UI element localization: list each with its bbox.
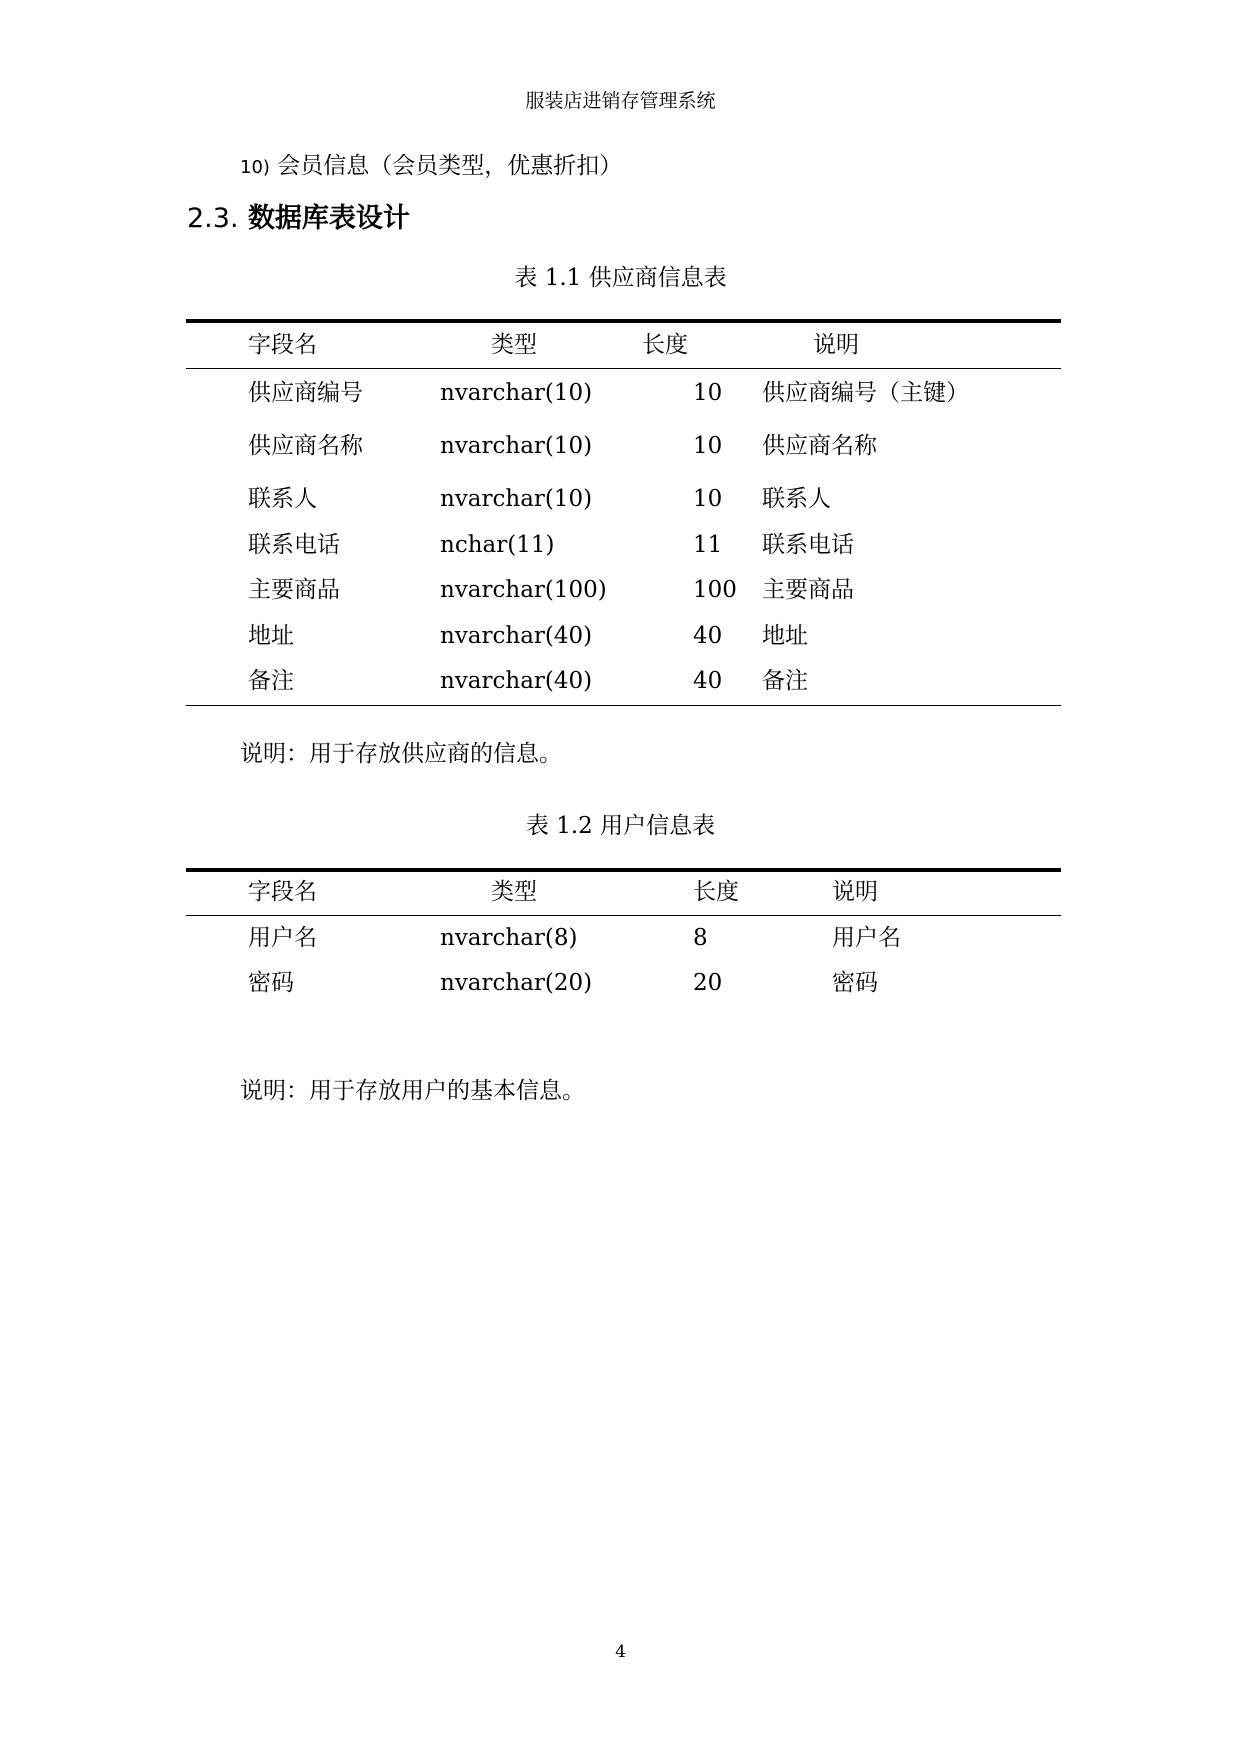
- field-desc: 密码: [832, 970, 878, 996]
- field-name: 地址: [248, 623, 294, 649]
- field-name: 联系电话: [248, 532, 340, 558]
- page-number: 4: [615, 1642, 626, 1662]
- field-type: nchar(11): [440, 532, 555, 558]
- table1-header-field: 字段名: [248, 332, 317, 358]
- list-item: [240, 151, 622, 183]
- field-name: 供应商名称: [248, 433, 363, 459]
- field-name: 备注: [248, 668, 294, 694]
- section-title: 数据库表设计: [247, 203, 410, 234]
- field-length: 20: [693, 970, 723, 996]
- list-item-text: 会员信息（会员类型，优惠折扣）: [277, 153, 623, 179]
- table2-note: 说明：用于存放用户的基本信息。: [240, 1078, 585, 1104]
- field-length: 40: [693, 668, 723, 694]
- table1-note: 说明：用于存放供应商的信息。: [240, 741, 562, 767]
- field-type: nvarchar(10): [440, 380, 593, 406]
- field-desc: 联系人: [762, 486, 831, 512]
- running-header: 服装店进销存管理系统: [525, 90, 716, 112]
- table2-header-length: 长度: [693, 879, 739, 905]
- section-number: 2.3.: [187, 203, 239, 234]
- section-heading: [187, 202, 410, 236]
- field-type: nvarchar(40): [440, 668, 593, 694]
- field-name: 密码: [248, 970, 294, 996]
- table1-header-type: 类型: [491, 332, 537, 358]
- field-name: 联系人: [248, 486, 317, 512]
- field-desc: 主要商品: [762, 577, 854, 603]
- table1-header-desc: 说明: [813, 332, 859, 358]
- table2-top-rule: [186, 868, 1061, 872]
- field-type: nvarchar(40): [440, 623, 593, 649]
- table1-top-rule: [186, 319, 1061, 323]
- field-desc: 用户名: [832, 925, 901, 951]
- field-length: 40: [693, 623, 723, 649]
- field-desc: 联系电话: [762, 532, 854, 558]
- field-length: 8: [693, 925, 708, 951]
- table2-header-desc: 说明: [832, 879, 878, 905]
- table1-header-length: 长度: [642, 332, 688, 358]
- table2-caption: 表 1.2 用户信息表: [525, 813, 716, 839]
- field-type: nvarchar(10): [440, 486, 593, 512]
- table2-header-type: 类型: [491, 879, 537, 905]
- table1-caption: 表 1.1 供应商信息表: [514, 265, 727, 291]
- field-length: 10: [693, 380, 723, 406]
- field-type: nvarchar(8): [440, 925, 578, 951]
- field-name: 用户名: [248, 925, 317, 951]
- field-length: 11: [693, 532, 723, 558]
- field-desc: 供应商编号（主键）: [762, 380, 969, 406]
- field-desc: 备注: [762, 668, 808, 694]
- field-name: 供应商编号: [248, 380, 363, 406]
- table1-bottom-rule: [186, 705, 1061, 706]
- field-type: nvarchar(10): [440, 433, 593, 459]
- table2-header-field: 字段名: [248, 879, 317, 905]
- field-desc: 地址: [762, 623, 808, 649]
- field-desc: 供应商名称: [762, 433, 877, 459]
- field-length: 100: [693, 577, 737, 603]
- table2-header-rule: [186, 915, 1061, 916]
- field-length: 10: [693, 433, 723, 459]
- table1-header-rule: [186, 368, 1061, 369]
- field-type: nvarchar(20): [440, 970, 593, 996]
- field-type: nvarchar(100): [440, 577, 607, 603]
- list-item-number: 10): [240, 157, 270, 178]
- field-name: 主要商品: [248, 577, 340, 603]
- field-length: 10: [693, 486, 723, 512]
